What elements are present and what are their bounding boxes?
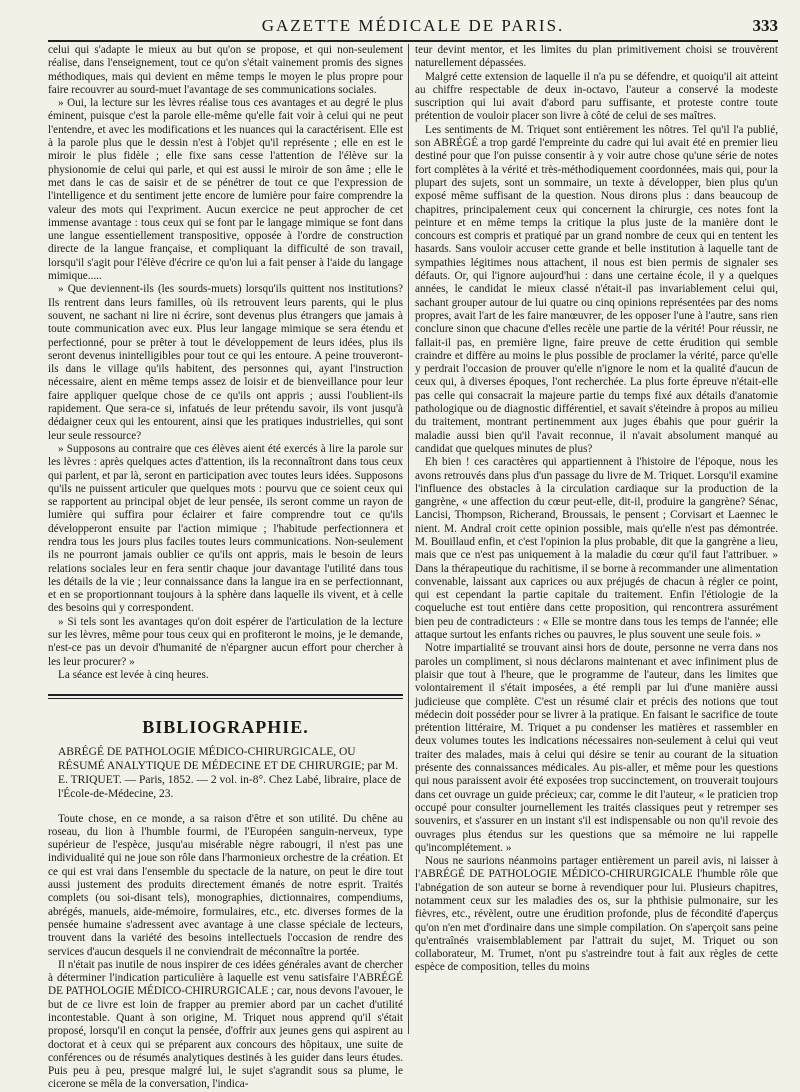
paragraph: Nous ne saurions néanmoins partager entièrement un pareil avis, ni laisser à l'ABRÉGÉ DE PATHOLOGIE MÉDICO-CHIRURGICALE l'humble rôle que l'abnégation de son auteur se borne à revendiquer pour lui. Plusieurs chapitres, notamment ceux sur les maladies des os, sur la phthisie pulmonaire, sur les fièvres, etc., révèlent, outre une érudition profonde, plus de fécondité d'aperçus qu'on n'en met d'ordinaire dans une simple compilation. On s'aperçoit sans peine qu'entraînés vraisemblablement par l'attrait du sujet, M. Triquet ou son collaborateur, M. Trumet, n'ont pu s'astreindre tout à fait aux règles de cette espèce de composition, telles du moins bbox=[415, 855, 778, 974]
paragraph: » Oui, la lecture sur les lèvres réalise tous ces avantages et au degré le plus éminent, puisque c'est la parole elle-même qu'elle fait voir à celui qui ne peut l'entendre, et avec les modifications et les nuances qui la caractérisent. Elle est à la parole plus que le dessin n'est à l'objet qu'il représente ; elle en est le miroir le plus fidèle ; elle fixe sans cesse l'attention de l'élève sur la physionomie de celui qui parle, et qui est aussi le miroir de son âme ; elle le met dans le cas de saisir et de se pénétrer de tout ce que l'expression de l'intelligence et du sentiment jette encore de lumière pour faire comprendre la valeur des mots qui l'expriment. Aucun exercice ne peut approcher de cet immense avantage : tous ceux qui se font par le langage mimique se font dans une langue essentiellement transpositive, opposée à l'ordre de construction directe de la langue française, et compliquant la difficulté de son travail, lorsqu'il s'agit pour l'élève d'écrire ce qu'on lui a fait penser à l'aide du langage mimique..... bbox=[48, 97, 403, 283]
paragraph: Les sentiments de M. Triquet sont entièrement les nôtres. Tel qu'il l'a publié, son ABRÉGÉ a trop gardé l'empreinte du cadre qui lui avait été en premier lieu destiné pour que l'on puisse consentir à y voir autre chose qu'une série de notes fort complètes à la vérité et très-méthodiquement coordonnées, mais qui, pour la plupart des sujets, sont un sommaire, un texte à développer, bien plus qu'un exposé même suffisant de la question. Nous dirons plus : dans beaucoup de chapitres, principalement ceux qui concernent la chirurgie, ces notes font la peinture et en même temps la critique la plus juste de la manière dont le concours est compris et pratiqué par un grand nombre de ceux qui en tentent les hasards. Sans vouloir accuser cette grande et belle institution à laquelle tant de sympathies légitimes nous attachent, il nous est bien permis de signaler ses défauts. Or, qui l'ignore aujourd'hui : dans une certaine école, il y a quelques années, le candidat le mieux classé n'était-il pas invariablement celui qui, sachant grouper autour de lui quatre ou cinq opinions représentées par des noms propres, avait l'art de les faire manœuvrer, de les opposer l'une à l'autre, sans rien conclure sinon que chacune d'elles recèle une partie de la vérité! Pour réussir, ne fallait-il pas, en première ligne, faire preuve de cette érudition qui semble craindre et diffère au moins le plus possible de proclamer la vérité, parce qu'elle y perdrait l'occasion de prouver qu'elle n'ignore le nom et la qualité d'aucun de ceux qui, à diverses époques, l'ont recherchée. La plus forte épreuve n'était-elle pas celle qui consacrait la majeure partie du temps fixé aux détails d'anatomie pathologique ou de diagnostic différentiel, et savait s'éteindre à propos au milieu du traitement, montrant pertinemment aux juges ébahis que pour guérir la maladie aussi bien qu'il l'avait reconnue, il n'avait absolument manqué au candidat que quelques minutes de plus? bbox=[415, 123, 778, 455]
section-title: BIBLIOGRAPHIE. bbox=[142, 717, 309, 738]
session-closing: La séance est levée à cinq heures. bbox=[58, 668, 209, 681]
paragraph: teur devint mentor, et les limites du plan primitivement choisi se trouvèrent naturellement dépassées. bbox=[415, 44, 778, 70]
left-column bbox=[48, 44, 403, 1091]
column-divider bbox=[408, 44, 409, 1034]
paragraph: » Si tels sont les avantages qu'on doit espérer de l'articulation de la lecture sur les lèvres, même pour tous ceux qui en profiteront le moins, je le demande, n'est-ce pas un devoir d'humanité de n'épargner aucun effort pour chercher à les leur procurer? » bbox=[48, 615, 403, 668]
paragraph: Il n'était pas inutile de nous inspirer de ces idées générales avant de chercher à déterminer l'indication particulière à laquelle est venu satisfaire l'ABRÉGÉ DE PATHOLOGIE MÉDICO-CHIRURGICALE ; car, nous devons l'avouer, le but de ce livre est loin de frapper au premier abord par un cachet d'utilité incontestable. Quant à son origine, M. Triquet nous apprend qu'il s'était proposé, lorsqu'il en conçut la pensée, d'offrir aux jeunes gens qui aspirent au doctorat et à ceux qui se préparent aux concours des hôpitaux, une suite de conférences ou de résumés analytiques destinés à les guider dans leurs études. Puis peu à peu, presque malgré lui, le sujet s'agrandit sous sa plume, le cicerone se mêla de la conversation, l'indica- bbox=[48, 958, 403, 1091]
right-column bbox=[415, 44, 778, 1039]
paragraph: Toute chose, en ce monde, a sa raison d'être et son utilité. Du chêne au roseau, du lion à l'humble fourmi, de l'Européen sanguin-nerveux, type supérieur de l'espèce, jusqu'au misérable nègre rabougri, il n'est pas une individualité qui ne joue son rôle dans l'harmonieux orchestre de la création. Et ce qui est vrai dans l'ensemble du spectacle de la nature, on peut le dire tout aussi justement des produits directement émanés de notre esprit. Traités complets (ou soi-disant tels), monographies, dictionnaires, compendiums, abrégés, manuels, aide-mémoire, formulaires, etc., etc. diverses formes de la pensée humaine s'adressent avec avantage à une classe spéciale de lecteurs, trouvent dans la variété des besoins intellectuels l'occasion de rendre des services d'aucun desquels il ne conviendrait de méconnaître la portée. bbox=[48, 812, 403, 958]
paragraph: Notre impartialité se trouvant ainsi hors de doute, personne ne verra dans nos paroles un compliment, si nous déclarons maintenant et avec infiniment plus de plaisir que tout à l'heure, que le programme de l'auteur, dans les limites que volontairement il s'était imposées, a été rempli par lui d'une manière aussi judicieuse que complète. C'est un résumé clair et précis des notions que tout médecin doit posséder pour se livrer à la pratique. En faisant le sacrifice de toute prétention littéraire, M. Triquet a pu condenser les matières et rassembler en deux volumes toutes les indications nécessaires non-seulement à celui qui veut traiter des malades, mais à celui qui désire se tenir au courant de la situation présente des connaissances médicales. Au pis-aller, et même pour les questions qui nous paraissent avoir été exposées trop succinctement, on trouverait toujours dans cet ouvrage un guide précieux; car, comme le dit l'auteur, « le praticien trop occupé pour consulter journellement les traités classiques peut y retremper ses souvenirs, et s'assurer en un instant s'il est indispensable ou non qu'il revoie des ouvrages plus étendus sur les questions que sa mémoire ne lui rappelle qu'incomplétement. » bbox=[415, 642, 778, 854]
page-header bbox=[48, 14, 778, 42]
paragraph: Eh bien ! ces caractères qui appartiennent à l'histoire de l'époque, nous les avons retrouvés dans plus d'un passage du livre de M. Triquet. Lorsqu'il examine l'influence des obstacles à la circulation cardiaque sur la production de la gangrène, « une affection du cœur peut-elle, dit-il, produire la gangrène? Sénac, Lancisi, Thompson, Richerand, Broussais, le pensent ; Corvisart et Laennec le nient. M. Andral croit cette opinion possible, mais qu'elle n'est pas démontrée. M. Bouillaud enfin, et c'est l'opinion la plus probable, dit que la gangrène a lieu, mais que ce n'est pas uniquement à la maladie du cœur qu'il faut l'attribuer. » Dans la thérapeutique du rachitisme, il se borne à recommander une alimentation convenable, laissant aux caprices ou aux préjugés de chacun à régler ce point, qui est cependant la partie capitale du traitement. Enfin l'étiologie de la coqueluche est tout entière dans cette proposition, qui rencontrera assurément bien peu de contradicteurs : « Elle se montre dans tous les temps de l'année; elle attaque surtout les enfants riches ou pauvres, le plus souvent une seule fois. » bbox=[415, 456, 778, 642]
page-number: 333 bbox=[752, 16, 778, 35]
book-citation: ABRÉGÉ DE PATHOLOGIE MÉDICO-CHIRURGICALE, OU RÉSUMÉ ANALYTIQUE DE MÉDECINE ET DE CHIRURGIE; par M. E. TRIQUET. — Paris, 1852. — 2 vol. in-8°. Chez Labé, libraire, place de l'École-de-Médecine, 23. bbox=[58, 745, 402, 800]
paragraph: Malgré cette extension de laquelle il n'a pu se défendre, et quoiqu'il ait atteint au chiffre respectable de deux in-octavo, l'auteur a conservé la modeste suscription qui lui avait d'abord paru suffisante, et proteste contre toute prétention de vouloir placer son livre à côté de celui de ses maîtres. bbox=[415, 70, 778, 123]
paragraph: » Supposons au contraire que ces élèves aient été exercés à lire la parole sur les lèvres : après quelques actes d'attention, ils la reconnaîtront dans tous ceux qui parlent, et par là, seront en participation avec toutes leurs idées. Supposons qu'ils ne puissent articuler que quelques mots : pourvu que ce soient ceux qui se rapportent au principal objet de leur pensée, ils seront comme un rayon de lumière qui suffira pour éclairer et faire comprendre tout ce qu'ils développeront ensuite par l'action mimique ; l'habitude perfectionnera et rendra tous les jours plus faciles toutes leurs communications. Non-seulement ils ne pourront jamais oublier ce qu'ils ont appris, mais le besoin de leurs relations sociales leur en fera sentir chaque jour davantage l'utilité dans tous les détails de la vie ; leur connaissance dans la langue ira en se perfectionnant, et en se proportionnant toujours à la sphère dans laquelle ils vivent, et à celle des besoins qui y correspondent. bbox=[48, 442, 403, 615]
journal-title: GAZETTE MÉDICALE DE PARIS. bbox=[261, 16, 565, 35]
paragraph: » Que deviennent-ils (les sourds-muets) lorsqu'ils quittent nos institutions? Ils rentrent dans leurs familles, où ils retrouvent leurs parents, qui le plus souvent, ne sachant ni lire ni écrire, sont devenus plus étrangers que jamais à toute communication avec eux. Plus leur langage mimique se sera étendu et perfectionné, pour se prêter à tout le développement de leurs idées, plus ils seront devenus inintelligibles pour tout ce qui les entoure. A peine trouveront-ils dans le village qu'ils habitent, des personnes qui, ayant l'instruction nécessaire, aient en même temps assez de loisir et de bienveillance pour leur faire appliquer quelque chose de ce qu'ils ont appris ; aussi l'oublient-ils rapidement. Que sera-ce si, infatués de leur prétendu savoir, ils vont jusqu'à dédaigner ceux qui les entourent, ainsi que les pratiques industrielles, qui sont leur seule ressource? bbox=[48, 283, 403, 442]
paragraph: celui qui s'adapte le mieux au but qu'on se propose, et qui non-seulement réalise, dans l'enseignement, tout ce qu'on s'était vainement promis des signes méthodiques, mais qui devient en même temps le moyen le plus propre pour faire recouvrer au sourd-muet l'avantage de ses communications sociales. bbox=[48, 44, 403, 96]
section-rule bbox=[48, 694, 403, 699]
